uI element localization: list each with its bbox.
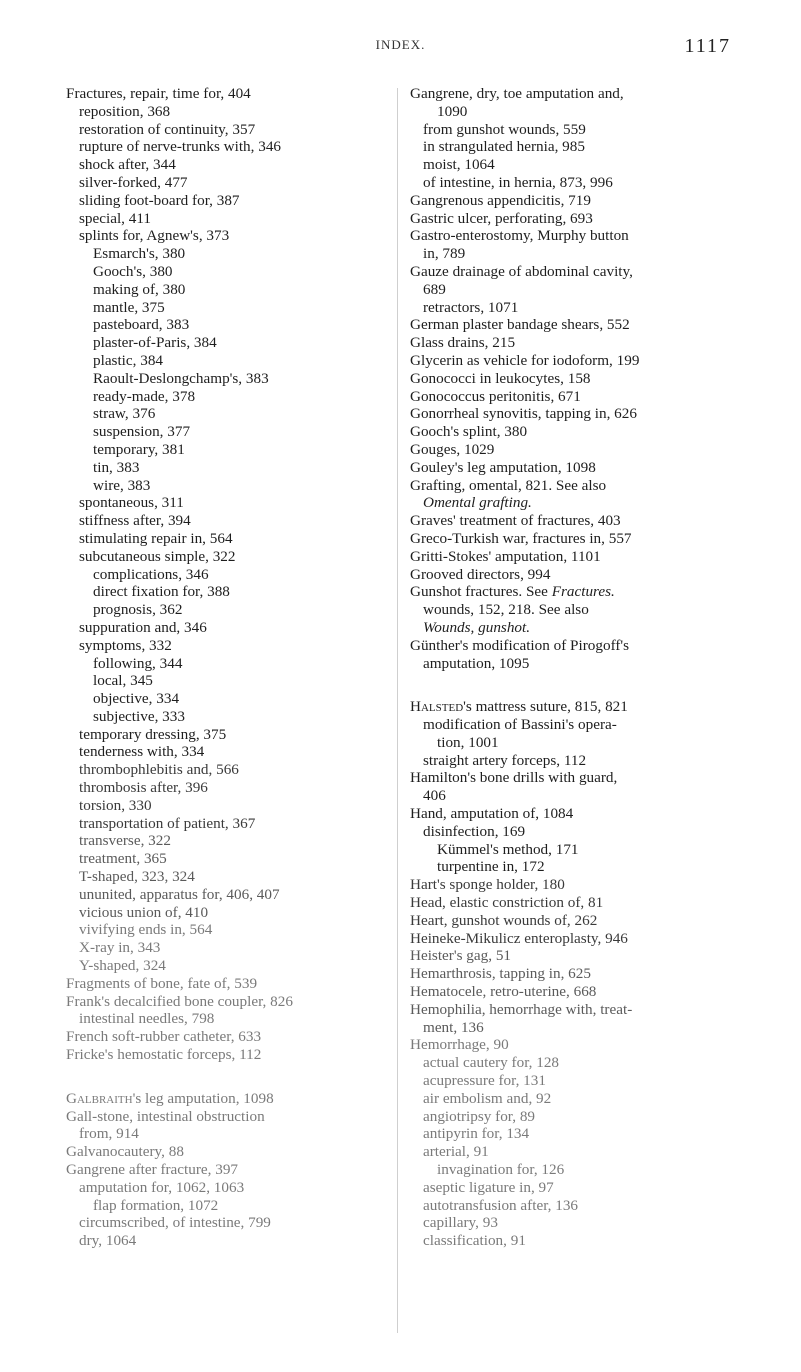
index-subentry: in, 789 xyxy=(423,245,466,263)
index-subentry: Esmarch's, 380 xyxy=(93,245,186,263)
index-entry: Fricke's hemostatic forceps, 112 xyxy=(66,1046,262,1064)
index-subentry: disinfection, 169 xyxy=(423,822,526,840)
index-subentry: from, 914 xyxy=(79,1125,139,1143)
index-entry: Gastric ulcer, perforating, 693 xyxy=(410,209,593,227)
index-entry: Graves' treatment of fractures, 403 xyxy=(410,512,621,530)
index-subentry: intestinal needles, 798 xyxy=(79,1010,215,1028)
index-entry: Heister's gag, 51 xyxy=(410,947,512,965)
index-entry: Günther's modification of Pirogoff's xyxy=(410,636,630,654)
index-subentry: angiotripsy for, 89 xyxy=(423,1107,536,1125)
index-subentry: amputation for, 1062, 1063 xyxy=(79,1178,245,1196)
index-entry: Hart's sponge holder, 180 xyxy=(410,876,565,894)
index-entry: Halsted's mattress suture, 815, 821 xyxy=(410,698,628,716)
index-entry: Gouley's leg amputation, 1098 xyxy=(410,458,596,476)
index-subentry: tin, 383 xyxy=(93,458,140,476)
index-entry: Fractures, repair, time for, 404 xyxy=(66,85,251,102)
index-subentry: Omental grafting. xyxy=(423,494,532,512)
index-subentry: straw, 376 xyxy=(93,405,156,423)
index-subentry: temporary, 381 xyxy=(93,440,185,458)
index-subentry: vivifying ends in, 564 xyxy=(79,921,213,939)
index-subentry: retractors, 1071 xyxy=(423,298,519,316)
index-entry: Frank's decalcified bone coupler, 826 xyxy=(66,992,293,1010)
index-entry: Glycerin as vehicle for iodoform, 199 xyxy=(410,351,640,369)
index-entry: Hemophilia, hemorrhage with, treat- xyxy=(410,1000,633,1018)
index-entry: German plaster bandage shears, 552 xyxy=(410,316,630,334)
column-divider xyxy=(397,88,398,1333)
index-subentry: plaster-of-Paris, 384 xyxy=(93,334,217,352)
running-title: INDEX. xyxy=(375,37,426,52)
index-subentry: dry, 1064 xyxy=(79,1232,137,1250)
index-entry: Hand, amputation of, 1084 xyxy=(410,805,574,823)
index-subentry: flap formation, 1072 xyxy=(93,1196,219,1214)
index-entry: Gouges, 1029 xyxy=(410,440,495,458)
index-subentry: temporary dressing, 375 xyxy=(79,725,227,743)
index-subentry: ununited, apparatus for, 406, 407 xyxy=(79,885,280,903)
index-subentry: spontaneous, 311 xyxy=(79,494,184,512)
index-subentry: classification, 91 xyxy=(423,1232,526,1250)
index-subentry: X-ray in, 343 xyxy=(79,939,161,957)
index-subentry: local, 345 xyxy=(93,672,153,690)
index-entry: Galbraith's leg amputation, 1098 xyxy=(66,1089,274,1107)
index-subentry: amputation, 1095 xyxy=(423,654,530,672)
index-subentry: straight artery forceps, 112 xyxy=(423,751,587,769)
section-gap xyxy=(410,672,770,698)
index-entry: Gonococcus peritonitis, 671 xyxy=(410,387,581,405)
index-subentry: mantle, 375 xyxy=(93,298,165,316)
index-subentry: air embolism and, 92 xyxy=(423,1089,552,1107)
index-subentry: symptoms, 332 xyxy=(79,636,172,654)
index-subentry: arterial, 91 xyxy=(423,1143,489,1161)
index-subentry: moist, 1064 xyxy=(423,156,495,174)
index-subentry: turpentine in, 172 xyxy=(437,858,545,876)
index-subentry: transverse, 322 xyxy=(79,832,171,850)
index-subentry: capillary, 93 xyxy=(423,1214,498,1232)
index-subentry: transportation of patient, 367 xyxy=(79,814,256,832)
index-subentry: rupture of nerve-trunks with, 346 xyxy=(79,138,282,156)
index-entry: Grooved directors, 994 xyxy=(410,565,551,583)
index-subentry: silver-forked, 477 xyxy=(79,173,188,191)
index-entry: Grafting, omental, 821. See also xyxy=(410,476,607,494)
index-entry: Hematocele, retro-uterine, 668 xyxy=(410,983,597,1001)
index-entry: Fragments of bone, fate of, 539 xyxy=(66,974,258,992)
index-subentry: thrombophlebitis and, 566 xyxy=(79,761,239,779)
index-subentry: Raoult-Deslongchamp's, 383 xyxy=(93,369,269,387)
index-subentry: circumscribed, of intestine, 799 xyxy=(79,1214,271,1232)
page-header xyxy=(0,37,801,65)
index-subentry: Kümmel's method, 171 xyxy=(437,840,579,858)
index-subentry: plastic, 384 xyxy=(93,351,164,369)
index-subentry: restoration of continuity, 357 xyxy=(79,120,256,138)
index-subentry: making of, 380 xyxy=(93,280,186,298)
index-subentry: torsion, 330 xyxy=(79,796,152,814)
index-entry: Head, elastic constriction of, 81 xyxy=(410,894,604,912)
index-subentry: 689 xyxy=(423,280,446,298)
index-subentry: stimulating repair in, 564 xyxy=(79,529,233,547)
index-subentry: pasteboard, 383 xyxy=(93,316,190,334)
index-subentry: 406 xyxy=(423,787,446,805)
index-entry: Glass drains, 215 xyxy=(410,334,516,352)
index-subentry: of intestine, in hernia, 873, 996 xyxy=(423,173,613,191)
index-subentry: wounds, 152, 218. See also xyxy=(423,601,589,619)
index-column-right xyxy=(410,85,770,1250)
index-subentry: acupressure for, 131 xyxy=(423,1072,546,1090)
index-subentry: subjective, 333 xyxy=(93,707,185,725)
index-entry: Gall-stone, intestinal obstruction xyxy=(66,1107,265,1125)
index-entry: Gauze drainage of abdominal cavity, xyxy=(410,262,633,280)
index-entry: Gangrene after fracture, 397 xyxy=(66,1161,239,1179)
index-subentry: stiffness after, 394 xyxy=(79,512,191,530)
index-entry: Gooch's splint, 380 xyxy=(410,423,528,441)
index-entry: Gastro-enterostomy, Murphy button xyxy=(410,227,629,245)
index-entry: Heart, gunshot wounds of, 262 xyxy=(410,911,598,929)
index-subentry: treatment, 365 xyxy=(79,850,167,868)
index-subentry: sliding foot-board for, 387 xyxy=(79,191,240,209)
index-subentry: splints for, Agnew's, 373 xyxy=(79,227,230,245)
index-subentry: 1090 xyxy=(437,102,468,120)
index-subentry: thrombosis after, 396 xyxy=(79,779,208,797)
index-column-left xyxy=(66,85,411,1250)
index-entry: Gangrene, dry, toe amputation and, xyxy=(410,85,624,102)
index-entry: Gangrenous appendicitis, 719 xyxy=(410,191,591,209)
index-subentry: Y-shaped, 324 xyxy=(79,957,166,975)
index-entry: Gunshot fractures. See Fractures. xyxy=(410,583,615,601)
index-subentry: vicious union of, 410 xyxy=(79,903,209,921)
index-subentry: ready-made, 378 xyxy=(93,387,196,405)
index-entry: Greco-Turkish war, fractures in, 557 xyxy=(410,529,632,547)
index-subentry: special, 411 xyxy=(79,209,151,227)
index-subentry: ment, 136 xyxy=(423,1018,484,1036)
index-subentry: suppuration and, 346 xyxy=(79,618,207,636)
index-subentry: complications, 346 xyxy=(93,565,209,583)
index-subentry: modification of Bassini's opera- xyxy=(423,716,617,734)
index-subentry: tenderness with, 334 xyxy=(79,743,205,761)
index-subentry: in strangulated hernia, 985 xyxy=(423,138,585,156)
index-subentry: suspension, 377 xyxy=(93,423,191,441)
index-subentry: direct fixation for, 388 xyxy=(93,583,230,601)
page-number: 1117 xyxy=(684,35,731,57)
index-subentry: shock after, 344 xyxy=(79,156,176,174)
index-entry: Gonococci in leukocytes, 158 xyxy=(410,369,591,387)
index-subentry: Gooch's, 380 xyxy=(93,262,173,280)
index-subentry: autotransfusion after, 136 xyxy=(423,1196,579,1214)
index-subentry: wire, 383 xyxy=(93,476,151,494)
index-subentry: following, 344 xyxy=(93,654,183,672)
index-subentry: antipyrin for, 134 xyxy=(423,1125,530,1143)
index-subentry: reposition, 368 xyxy=(79,102,171,120)
index-subentry: Wounds, gunshot. xyxy=(423,618,531,636)
index-entry: Galvanocautery, 88 xyxy=(66,1143,184,1161)
index-subentry: subcutaneous simple, 322 xyxy=(79,547,236,565)
index-subentry: actual cautery for, 128 xyxy=(423,1054,560,1072)
index-subentry: invagination for, 126 xyxy=(437,1161,565,1179)
index-entry: French soft-rubber catheter, 633 xyxy=(66,1028,262,1046)
section-gap xyxy=(66,1064,411,1090)
index-subentry: from gunshot wounds, 559 xyxy=(423,120,586,138)
index-entry: Hamilton's bone drills with guard, xyxy=(410,769,618,787)
index-entry: Gritti-Stokes' amputation, 1101 xyxy=(410,547,601,565)
index-subentry: tion, 1001 xyxy=(437,733,499,751)
index-subentry: objective, 334 xyxy=(93,690,180,708)
index-subentry: prognosis, 362 xyxy=(93,601,183,619)
index-entry: Heineke-Mikulicz enteroplasty, 946 xyxy=(410,929,628,947)
index-entry: Gonorrheal synovitis, tapping in, 626 xyxy=(410,405,637,423)
index-subentry: T-shaped, 323, 324 xyxy=(79,868,195,886)
index-subentry: aseptic ligature in, 97 xyxy=(423,1178,554,1196)
index-entry: Hemarthrosis, tapping in, 625 xyxy=(410,965,591,983)
index-entry: Hemorrhage, 90 xyxy=(410,1036,509,1054)
